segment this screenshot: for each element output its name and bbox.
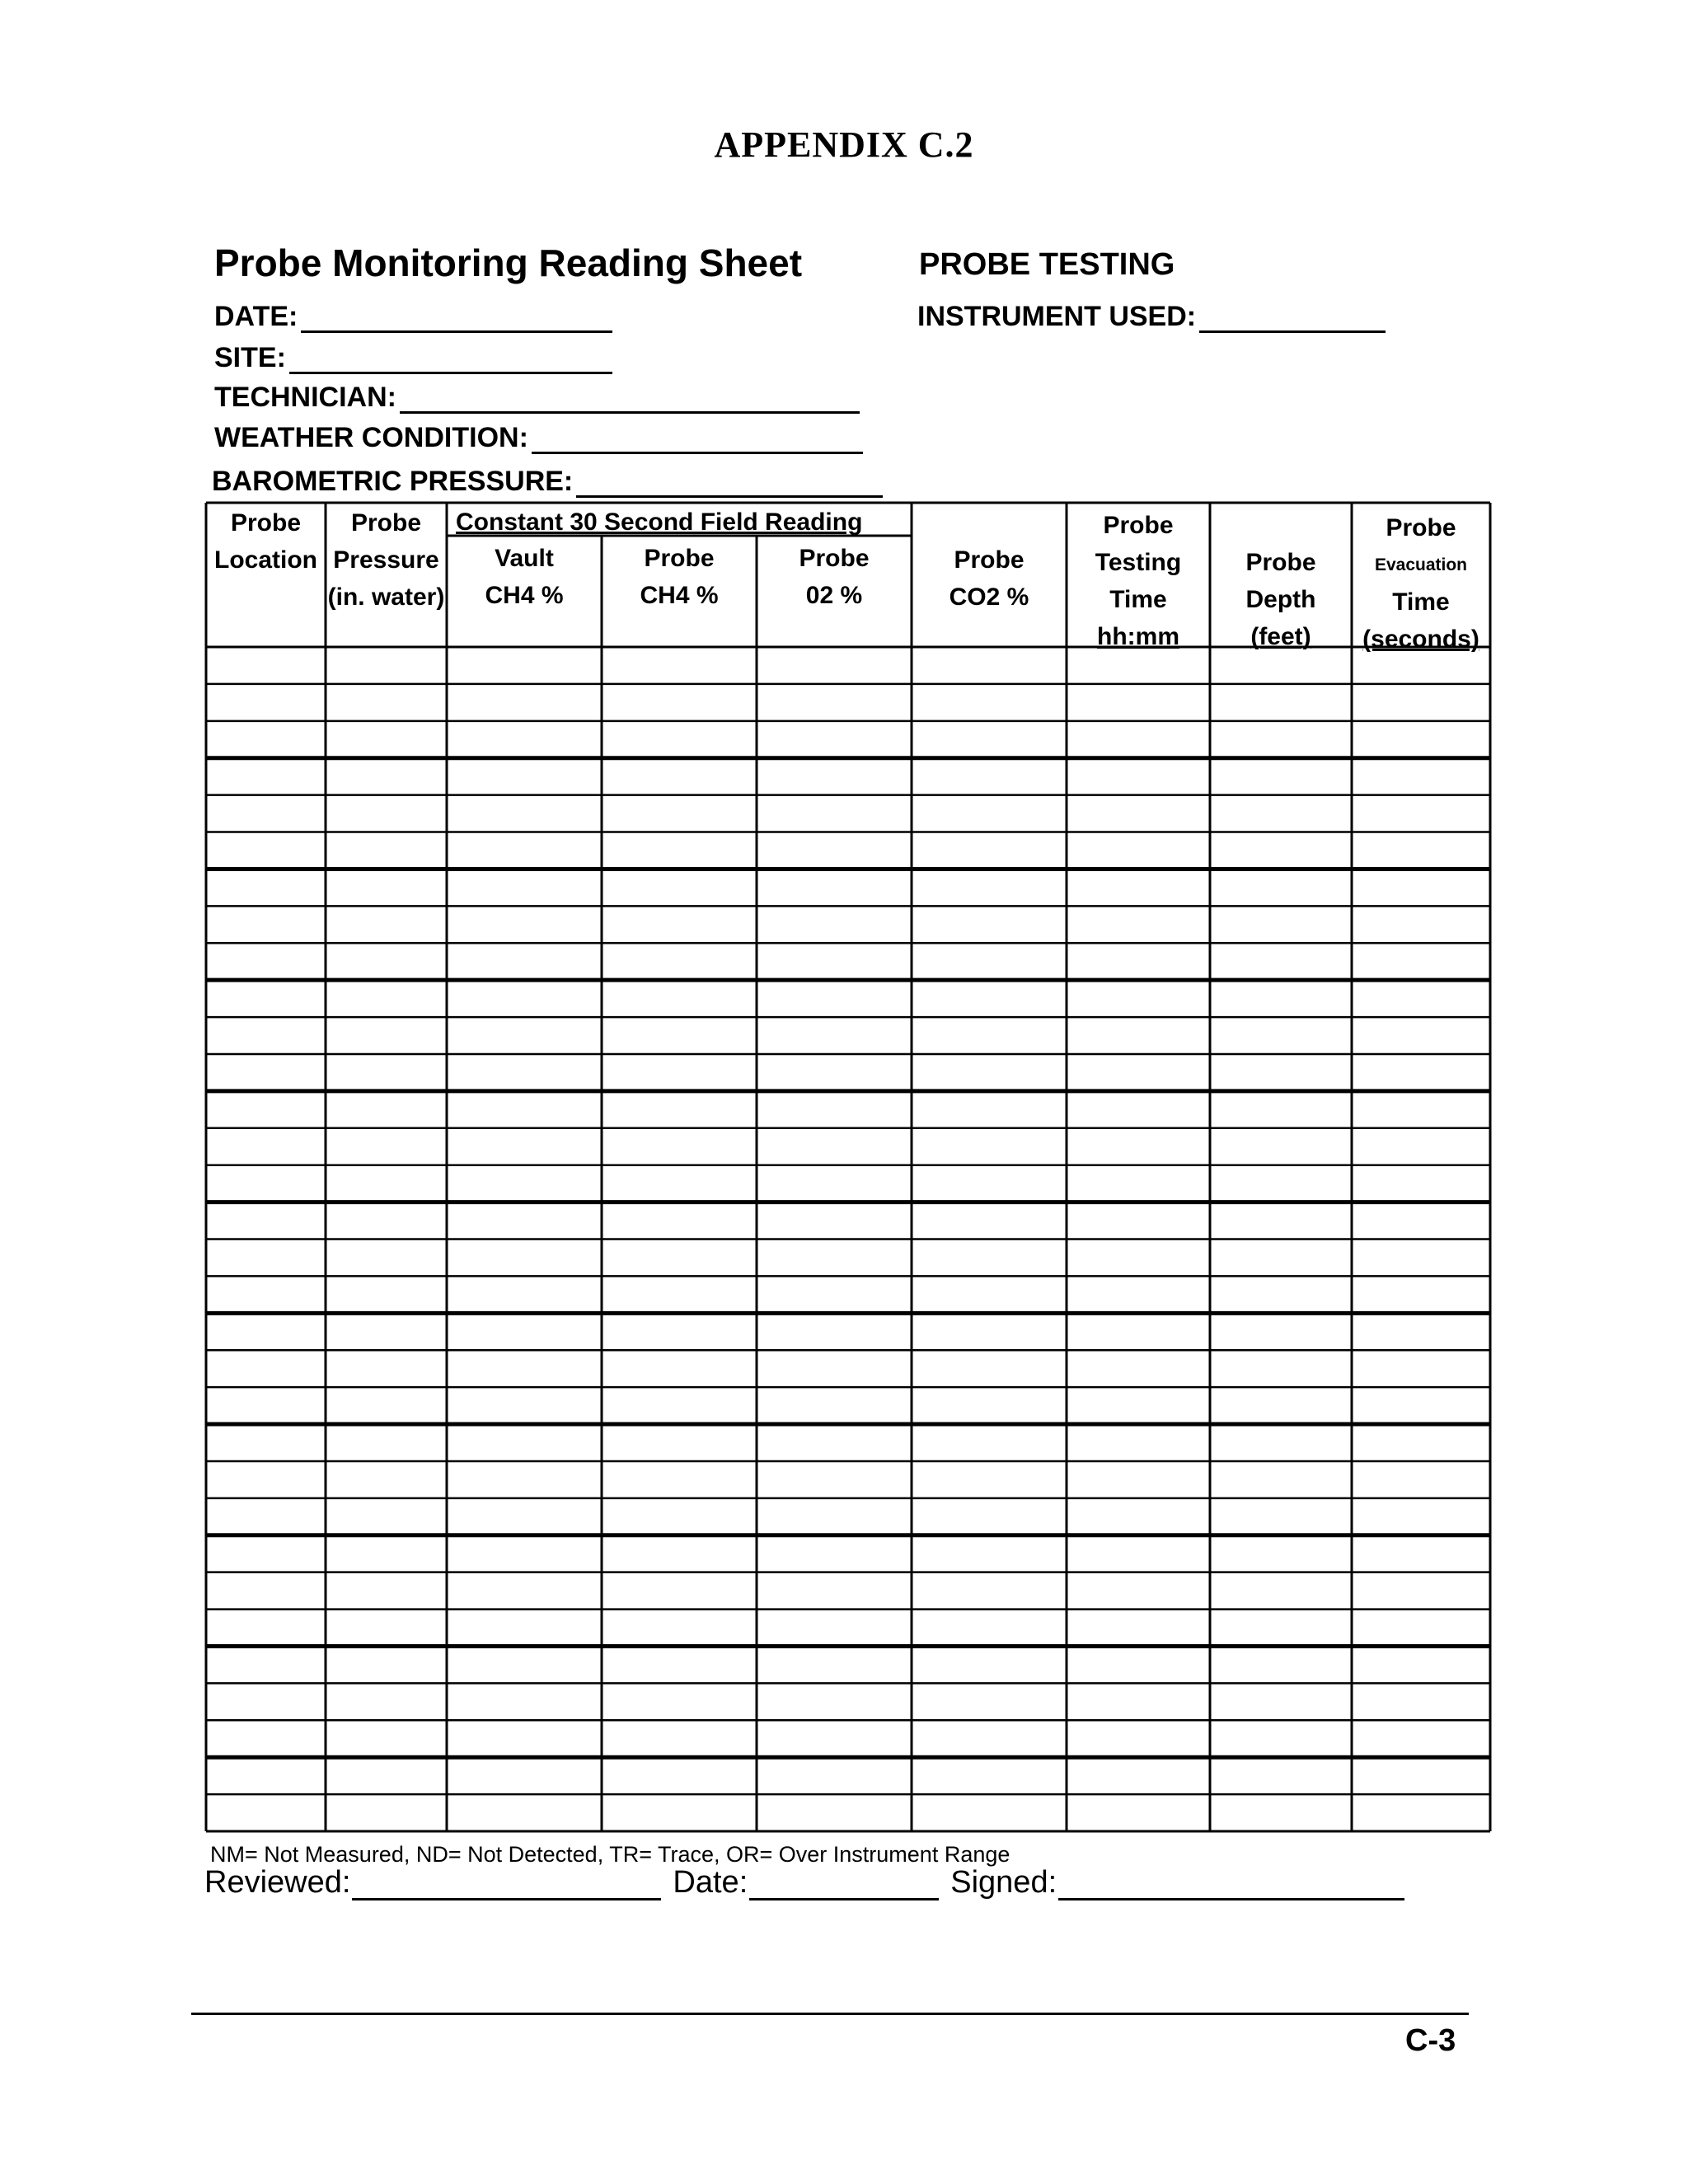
column-header-line: Evacuation (1374, 555, 1468, 574)
column-header-line: Time (1392, 588, 1450, 616)
column-header-line: CO2 % (949, 583, 1029, 611)
column-header (912, 541, 1067, 616)
page-number: C-3 (1405, 2023, 1456, 2058)
column-header-line: Probe (350, 509, 422, 537)
column-header (1352, 509, 1490, 658)
barometric-label: BAROMETRIC PRESSURE: (212, 466, 574, 497)
technician-label: TECHNICIAN: (214, 382, 396, 413)
column-header-line: (seconds) (1362, 626, 1479, 653)
review-date-label: Date: (673, 1865, 748, 1900)
column-header-line: hh:mm (1097, 623, 1179, 650)
column-header-line: Depth (1245, 586, 1316, 613)
column-header (206, 504, 326, 579)
column-header-line: Probe (644, 545, 715, 572)
column-header-line: Vault (495, 545, 554, 572)
column-header (757, 540, 912, 614)
column-header-line: Pressure (333, 546, 439, 574)
column-header-line: Probe (230, 509, 302, 537)
column-header-line: (in. water) (327, 583, 445, 611)
probe-testing-title: PROBE TESTING (919, 247, 1175, 282)
column-header (447, 540, 602, 614)
column-header (326, 504, 447, 616)
column-header-line: Probe (1103, 512, 1174, 539)
column-header-line: Location (214, 546, 317, 574)
column-header-line: Probe (1245, 549, 1316, 576)
column-header-line: Probe (1386, 514, 1456, 541)
sheet-title: Probe Monitoring Reading Sheet (214, 241, 803, 284)
legend: NM= Not Measured, ND= Not Detected, TR= Trace, OR= Over Instrument Range (210, 1842, 1010, 1867)
column-header-line: Probe (954, 546, 1025, 574)
date-label: DATE: (214, 301, 298, 332)
column-header (602, 540, 757, 614)
column-header (1067, 507, 1210, 655)
review-date-line[interactable] (749, 1868, 939, 1900)
weather-label: WEATHER CONDITION: (214, 422, 528, 453)
reviewed-label: Reviewed: (204, 1865, 351, 1900)
signed-label: Signed: (950, 1865, 1057, 1900)
column-header-line: 02 % (805, 582, 863, 609)
site-label: SITE: (214, 342, 286, 373)
reviewed-line[interactable] (352, 1868, 661, 1900)
column-header-line: (feet) (1250, 623, 1311, 650)
footer-rule (191, 2013, 1469, 2015)
appendix-title: APPENDIX C.2 (714, 124, 974, 165)
column-header-line: Probe (799, 545, 870, 572)
column-header-line: Time (1109, 586, 1167, 613)
signature-row (204, 1865, 1416, 1900)
constant-reading-header: Constant 30 Second Field Reading (456, 509, 863, 536)
column-header (1210, 544, 1352, 655)
column-header-line: CH4 % (485, 582, 564, 609)
instrument-label: INSTRUMENT USED: (917, 301, 1197, 332)
signed-line[interactable] (1058, 1868, 1404, 1900)
column-header-line: CH4 % (640, 582, 719, 609)
column-header-line: Testing (1095, 549, 1182, 576)
